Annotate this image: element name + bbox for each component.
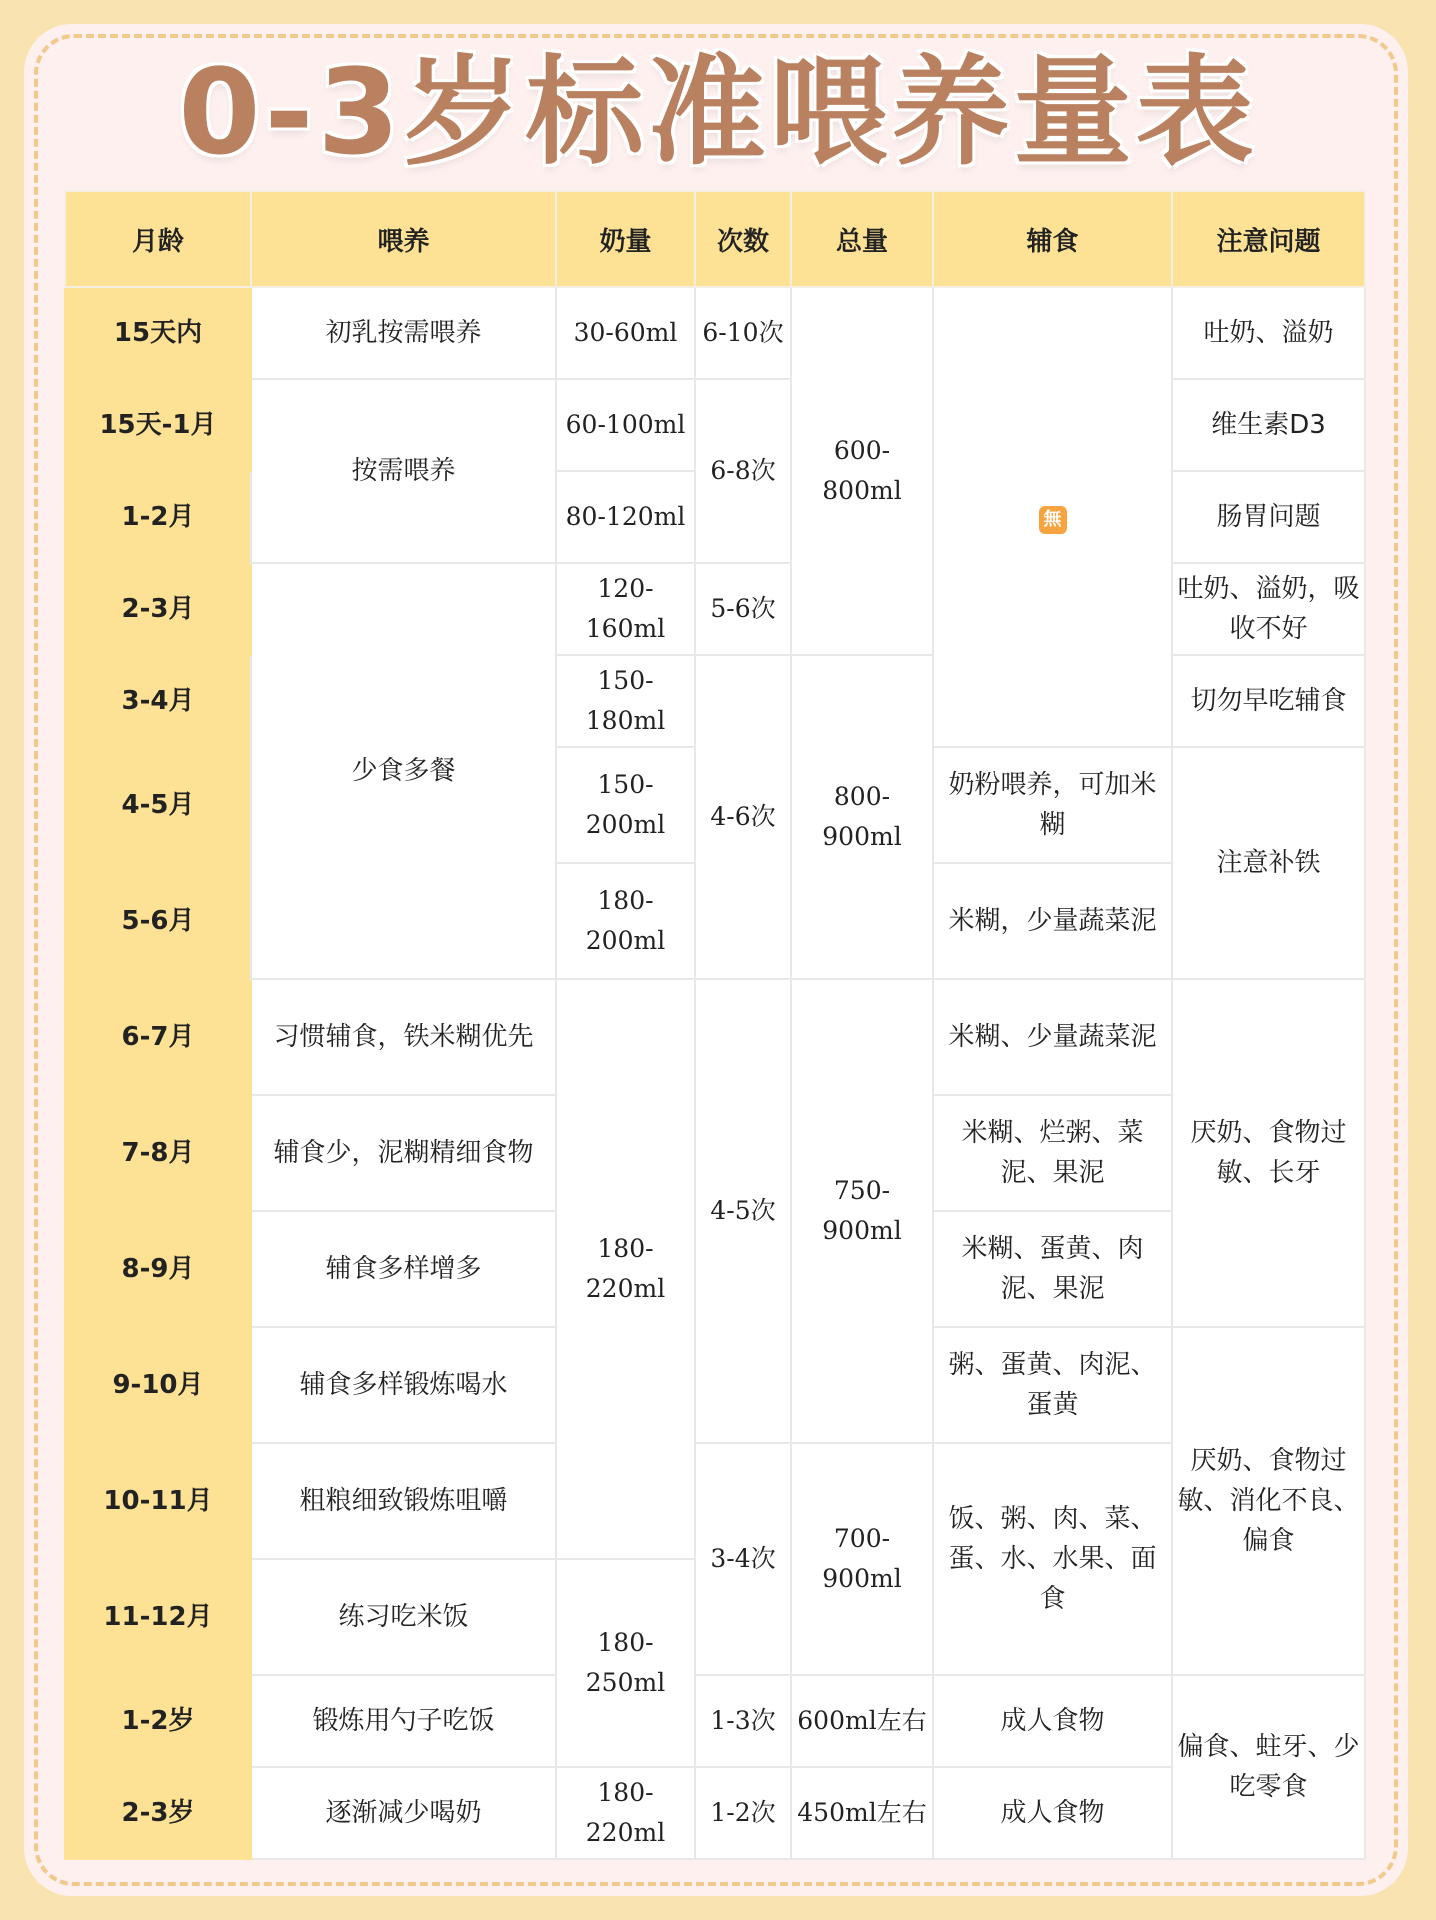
feeding-cell: 少食多餐 xyxy=(251,563,556,979)
table-row xyxy=(65,979,1365,1095)
age-cell: 9-10月 xyxy=(65,1327,251,1443)
total-cell: 450ml左右 xyxy=(791,1767,933,1859)
header-age: 月龄 xyxy=(65,191,251,287)
feeding-cell: 逐渐减少喝奶 xyxy=(251,1767,556,1859)
feeding-cell: 习惯辅食，铁米糊优先 xyxy=(251,979,556,1095)
solids-cell: 成人食物 xyxy=(933,1767,1172,1859)
solids-cell: 粥、蛋黄、肉泥、蛋黄 xyxy=(933,1327,1172,1443)
feeding-table xyxy=(64,190,1366,1860)
notes-cell: 偏食、蛀牙、少吃零食 xyxy=(1172,1675,1365,1859)
total-cell: 600-800ml xyxy=(791,287,933,655)
notes-cell: 维生素D3 xyxy=(1172,379,1365,471)
notes-cell: 厌奶、食物过敏、长牙 xyxy=(1172,979,1365,1327)
age-cell: 1-2岁 xyxy=(65,1675,251,1767)
times-cell: 4-6次 xyxy=(695,655,791,979)
age-cell: 3-4月 xyxy=(65,655,251,747)
header-milk: 奶量 xyxy=(556,191,695,287)
milk-cell: 60-100ml xyxy=(556,379,695,471)
solids-cell: 米糊、烂粥、菜泥、果泥 xyxy=(933,1095,1172,1211)
milk-cell: 120-160ml xyxy=(556,563,695,655)
total-cell: 700-900ml xyxy=(791,1443,933,1675)
notes-cell: 厌奶、食物过敏、消化不良、偏食 xyxy=(1172,1327,1365,1675)
milk-cell: 30-60ml xyxy=(556,287,695,379)
age-cell: 7-8月 xyxy=(65,1095,251,1211)
age-cell: 15天内 xyxy=(65,287,251,379)
header-solids: 辅食 xyxy=(933,191,1172,287)
milk-cell: 150-180ml xyxy=(556,655,695,747)
none-icon: 無 xyxy=(1039,506,1067,534)
header-row xyxy=(65,191,1365,287)
age-cell: 5-6月 xyxy=(65,863,251,979)
solids-cell: 米糊，少量蔬菜泥 xyxy=(933,863,1172,979)
milk-cell: 180-250ml xyxy=(556,1559,695,1767)
total-cell: 750-900ml xyxy=(791,979,933,1443)
table-row xyxy=(65,287,1365,379)
feeding-cell: 按需喂养 xyxy=(251,379,556,563)
age-cell: 15天-1月 xyxy=(65,379,251,471)
notes-cell: 吐奶、溢奶，吸收不好 xyxy=(1172,563,1365,655)
age-cell: 2-3月 xyxy=(65,563,251,655)
times-cell: 5-6次 xyxy=(695,563,791,655)
notes-cell: 注意补铁 xyxy=(1172,747,1365,979)
times-cell: 6-10次 xyxy=(695,287,791,379)
age-cell: 6-7月 xyxy=(65,979,251,1095)
feeding-cell: 粗粮细致锻炼咀嚼 xyxy=(251,1443,556,1559)
page-title: 0-3岁标准喂养量表 xyxy=(178,43,1258,181)
milk-cell: 180-200ml xyxy=(556,863,695,979)
age-cell: 8-9月 xyxy=(65,1211,251,1327)
header-total: 总量 xyxy=(791,191,933,287)
table-row xyxy=(65,1675,1365,1767)
times-cell: 4-5次 xyxy=(695,979,791,1443)
age-cell: 4-5月 xyxy=(65,747,251,863)
solids-cell: 奶粉喂养，可加米糊 xyxy=(933,747,1172,863)
feeding-cell: 初乳按需喂养 xyxy=(251,287,556,379)
table-row xyxy=(65,1443,1365,1559)
times-cell: 1-2次 xyxy=(695,1767,791,1859)
notes-cell: 肠胃问题 xyxy=(1172,471,1365,563)
feeding-cell: 辅食少，泥糊精细食物 xyxy=(251,1095,556,1211)
times-cell: 1-3次 xyxy=(695,1675,791,1767)
total-cell: 600ml左右 xyxy=(791,1675,933,1767)
milk-cell: 80-120ml xyxy=(556,471,695,563)
milk-cell: 180-220ml xyxy=(556,1767,695,1859)
header-feeding: 喂养 xyxy=(251,191,556,287)
milk-cell: 150-200ml xyxy=(556,747,695,863)
age-cell: 2-3岁 xyxy=(65,1767,251,1859)
age-cell: 10-11月 xyxy=(65,1443,251,1559)
feeding-cell: 辅食多样锻炼喝水 xyxy=(251,1327,556,1443)
feeding-cell: 锻炼用勺子吃饭 xyxy=(251,1675,556,1767)
age-cell: 1-2月 xyxy=(65,471,251,563)
age-cell: 11-12月 xyxy=(65,1559,251,1675)
feeding-cell: 辅食多样增多 xyxy=(251,1211,556,1327)
notes-cell: 切勿早吃辅食 xyxy=(1172,655,1365,747)
solids-cell: 米糊、少量蔬菜泥 xyxy=(933,979,1172,1095)
times-cell: 3-4次 xyxy=(695,1443,791,1675)
times-cell: 6-8次 xyxy=(695,379,791,563)
table-row xyxy=(65,1767,1365,1859)
solids-cell xyxy=(933,287,1172,747)
solids-cell: 饭、粥、肉、菜、蛋、水、水果、面食 xyxy=(933,1443,1172,1675)
milk-cell: 180-220ml xyxy=(556,979,695,1559)
feeding-cell: 练习吃米饭 xyxy=(251,1559,556,1675)
total-cell: 800-900ml xyxy=(791,655,933,979)
notes-cell: 吐奶、溢奶 xyxy=(1172,287,1365,379)
solids-cell: 米糊、蛋黄、肉泥、果泥 xyxy=(933,1211,1172,1327)
solids-cell: 成人食物 xyxy=(933,1675,1172,1767)
header-times: 次数 xyxy=(695,191,791,287)
header-notes: 注意问题 xyxy=(1172,191,1365,287)
